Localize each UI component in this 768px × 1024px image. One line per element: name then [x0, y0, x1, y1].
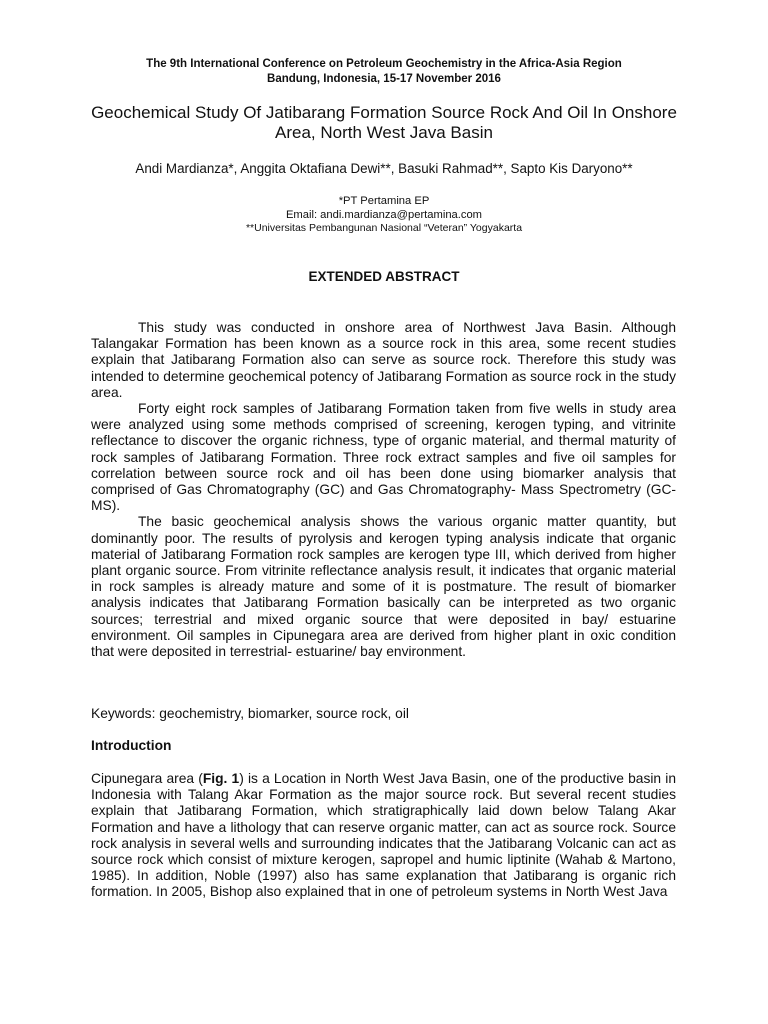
abstract-paragraph: Forty eight rock samples of Jatibarang Formation taken from five wells in study area were analyzed using some methods comprised of screening, kerogen typing, and vitrinite reflectance to discover the organic richness, type of organic material, and thermal maturity of rock samples of Jatibarang Formation. Three rock extract samples and five oil samples for correlation between source rock and oil has been done using biomarker analysis that comprised of Gas Chromatography (GC) and Gas Chromatography- Mass Spectrometry (GC-MS).: [91, 401, 676, 514]
abstract-paragraph: The basic geochemical analysis shows the various organic matter quantity, but dominantly poor. The results of pyrolysis and kerogen typing analysis indicate that organic material of Jatibarang Formation rock samples are kerogen type III, which derived from higher plant organic source. From vitrinite reflectance analysis result, it indicates that organic material in rock samples is already mature and some of it is postmature. The result of biomarker analysis indicates that Jatibarang Formation basically can be interpreted as two organic sources; terrestrial and mixed organic source that were deposited in bay/ estuarine environment. Oil samples in Cipunegara area are derived from higher plant in oxic condition that were deposited in terrestrial- estuarine/ bay environment.: [91, 514, 676, 660]
author-list: Andi Mardianza*, Anggita Oktafiana Dewi**, Basuki Rahmad**, Sapto Kis Daryono**: [135, 161, 633, 176]
conference-name: The 9th International Conference on Petroleum Geochemistry in the Africa-Asia Region: [146, 58, 622, 70]
paper-title: Geochemical Study Of Jatibarang Formation Source Rock And Oil In Onshore Area, North West Java Basin: [91, 103, 677, 142]
introduction-paragraph: [91, 771, 676, 901]
affiliation-upn: **Universitas Pembangunan Nasional “Veteran” Yogyakarta: [245, 222, 523, 234]
intro-text-start: Cipunegara area (: [91, 771, 203, 786]
abstract-body: [91, 320, 676, 660]
author-email: Email: andi.mardianza@pertamina.com: [285, 209, 483, 221]
figure-reference: Fig. 1: [202, 771, 240, 786]
introduction-body: [91, 771, 676, 901]
affiliation-pertamina: *PT Pertamina EP: [338, 195, 430, 207]
abstract-heading: EXTENDED ABSTRACT: [308, 269, 460, 284]
keywords: Keywords: geochemistry, biomarker, source rock, oil: [91, 706, 409, 721]
abstract-paragraph: This study was conducted in onshore area of Northwest Java Basin. Although Talangakar Formation has been known as a source rock in this area, some recent studies explain that Jatibarang Formation also can serve as source rock. Therefore this study was intended to determine geochemical potency of Jatibarang Formation as source rock in the study area.: [91, 320, 676, 400]
intro-text-rest: ) is a Location in North West Java Basin, one of the productive basin in Indonesia with Talang Akar Formation as the major source rock. But several recent studies explain that Jatibarang Formation, which stratigraphically laid down below Talang Akar Formation and have a lithology that can reserve organic matter, can act as source rock. Source rock analysis in several wells and surrounding indicates that the Jatibarang Volcanic can act as source rock which consist of mixture kerogen, sapropel and humic liptinite (Wahab & Martono, 1985). In addition, Noble (1997) also has same explanation that Jatibarang is organic rich formation. In 2005, Bishop also explained that in one of petroleum systems in North West Java: [91, 771, 676, 900]
section-heading-introduction: Introduction: [91, 738, 172, 753]
conference-location-date: Bandung, Indonesia, 15-17 November 2016: [267, 73, 501, 85]
